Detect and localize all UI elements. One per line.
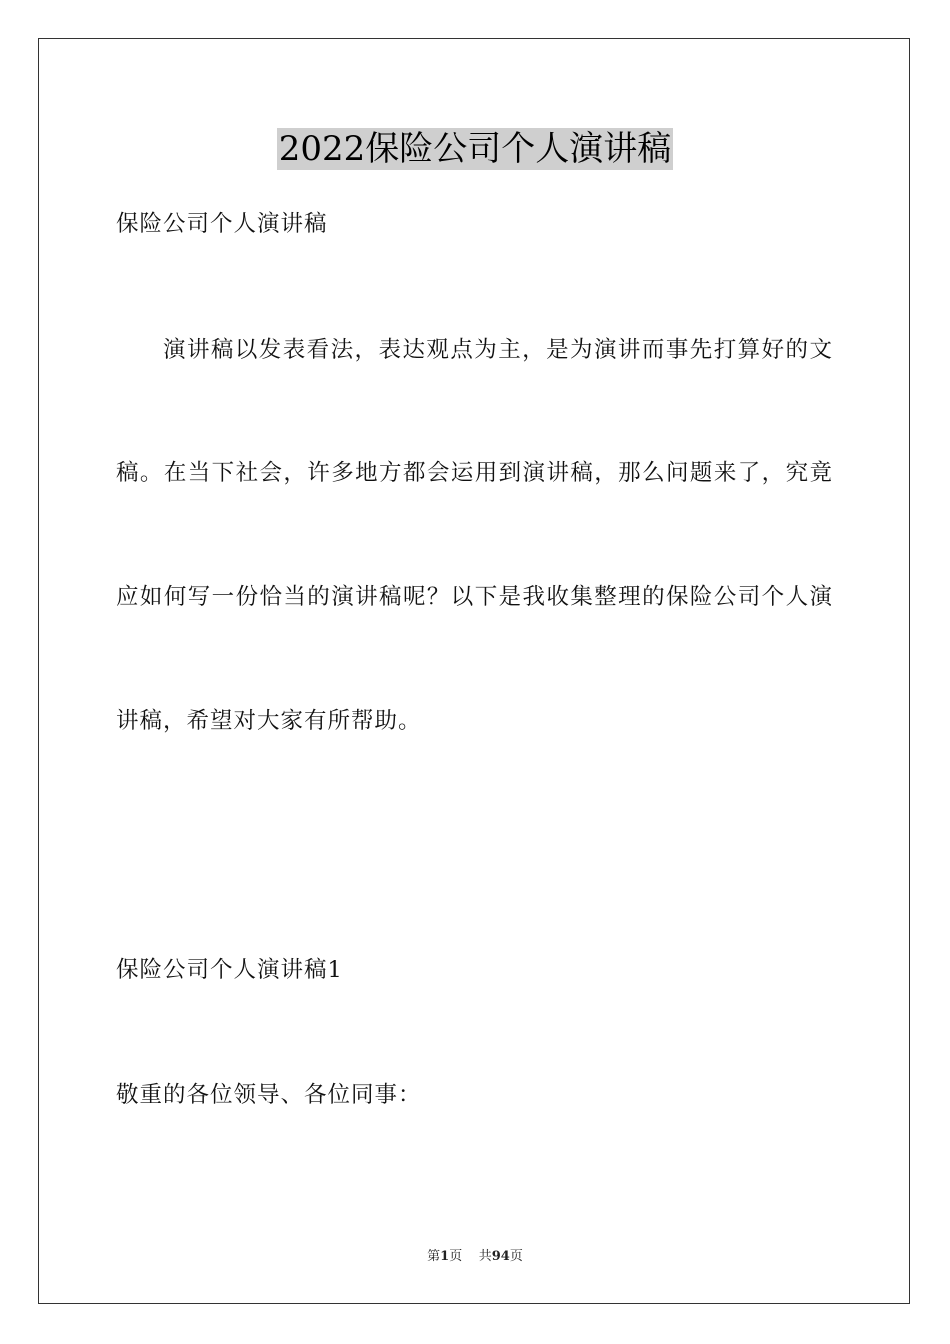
title-container — [0, 128, 950, 170]
footer-page-number: 1 — [440, 1249, 450, 1264]
footer-total-pages: 94 — [491, 1249, 510, 1264]
intro-line-4: 讲稿，希望对大家有所帮助。 — [116, 708, 422, 734]
intro-line-3: 应如何写一份恰当的演讲稿呢？以下是我收集整理的保险公司个人演 — [116, 584, 833, 610]
footer-total-suffix: 页 — [509, 1249, 523, 1264]
document-title: 2022保险公司个人演讲稿 — [278, 129, 672, 169]
document-subtitle: 保险公司个人演讲稿 — [116, 211, 328, 237]
intro-line-1: 演讲稿以发表看法，表达观点为主，是为演讲而事先打算好的文 — [163, 337, 833, 363]
page-footer — [0, 1248, 950, 1266]
section-heading: 保险公司个人演讲稿1 — [116, 957, 343, 983]
footer-total-prefix: 共 — [478, 1249, 492, 1264]
salutation: 敬重的各位领导、各位同事： — [116, 1082, 422, 1108]
footer-page-suffix: 页 — [449, 1249, 463, 1264]
intro-line-2: 稿。在当下社会，许多地方都会运用到演讲稿，那么问题来了，究竟 — [116, 460, 833, 486]
footer-page-prefix: 第 — [427, 1249, 441, 1264]
